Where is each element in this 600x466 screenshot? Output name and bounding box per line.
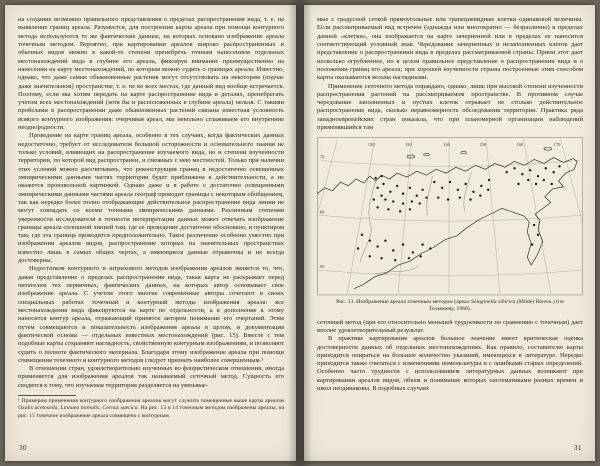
lon-label: 140 <box>443 142 450 148</box>
species-name: Selaginella sibirica <box>471 298 516 305</box>
right-page <box>304 5 595 461</box>
caption-text: (Milde) Hieron.) (по Толмачеву, 1960). <box>428 298 564 313</box>
graticule <box>317 139 583 294</box>
species-name: Oxalis acetosella <box>18 405 58 412</box>
lat-label: 70 <box>319 154 325 160</box>
paragraph: мые с градусной сеткой прямоугольные или трапециевидные клетки одинаковой величины. Если рассматриваемый вид встречен (однажды или многократно — безразлично) в пределах данной «клетки», она изображается на карте зачерненной или в пределах ее наносится соответствующий условный знак. Чередование зачерненных и незаполненных клеток дает представление о распространении вида в пределах рассматриваемой страны. Прием этот дает несколько огрубленное, но в целом правильное представление о распространении вида и о положении границ его ареала; при хорошей изученности страны построенные этим способом карты оказываются весьма наглядными. <box>317 16 583 82</box>
paragraph: Недостатком контурного и штрихового методов изображения ареалов является то, что, давая представление о пределах распространения вида, такая карта не раскрывает перед читателем тех первичных, фактических данных, на которых автор основывает свое изображение ареала. С учетом этого многие современные авторы сочетают в своих специальных работах точечный и контурный методы изображения ареала: все местонахождения вида фиксируются на карте по отдельности, а в дополнение к этому наносится контур ареала, отражающий принятое автором понимание его очертаний. Этим путем совмещаются и показательность изображения ареала в целом, и документация фактической основы — отдельных известных местонахождений (рис. 15). Вместе с тем подобные карты сохраняют наглядность, свойственную контурным изображениям, и позволяют судить о полноте фактического материала. Благодаря этому изображение ареала при помощи совмещения точечного и контурного методов следует признать наиболее совершенным.¹ <box>18 265 284 364</box>
lon-label: 170 <box>553 142 561 148</box>
lon-label: 120 <box>367 142 375 148</box>
caption-text: Рис. 13. Изображение ареала точечным методом (ареал <box>336 298 471 305</box>
islands <box>407 148 552 159</box>
footnote-part: , <box>57 405 61 412</box>
footnote-part: . На рис. 13 и 14 точечным методом изображены ареалы; на рис. 15 точечное изображение ареала совмещено с контурным. <box>18 405 285 419</box>
lon-label: 130 <box>405 142 412 148</box>
right-page-bottom-text <box>317 319 583 394</box>
paragraph: на создание возможно правильного представления о пределах распространения вида, т. е. на выявление границ ареала. Разумеется, для построения карты ареала при помощи контурного метода используются те же фактические данные, на которых основано изображение ареала точечным методом. Вероятно, при картировании ареалов широко распространенных и обычных видов можно в какой-то степени пренебречь точным нанесением отдельных местонахождений вида в глубине его ареала, фиксируя внимание преимущественно на нанесении на карту местонахождений, по которым можно судить о границах ареала. Известно, однако, что даже самые обыкновенные растения могут отсутствовать на некотором (подчас даже значительном) пространстве, т. е. не во всех местах, где данный вид вообще встречается. Поэтому, если мы хотим передать на карте распространение вида в деталях, пренебрегать учетом всех местонахождений (хотя бы и расположенных в глубине ареала) нельзя. С такими пробелами в распространении даже обыкновенных растений связана известная условность всякого контурного изображения: очерчивая ареал, мы невольно сглаживаем его внутренние неоднородности. <box>18 16 284 132</box>
figure-caption <box>323 299 577 314</box>
map-labels <box>320 142 561 269</box>
range-map-figure <box>317 137 583 295</box>
left-page <box>5 5 296 461</box>
footnote <box>18 395 284 420</box>
paragraph: сеточный метод (при его относительно меньшей трудоемкости по сравнению с точечным) дает вполне удовлетворительный результат. <box>317 318 583 334</box>
page-number-left: 30 <box>19 444 27 452</box>
paragraph: В практике картирования ареалов большое значение имеет критическая оценка достоверности данных об отдельных местонахождениях. Как правило, составителю карты приходится опираться на большое количество указаний, имеющихся в литературе. Нередко приходится также считаться с изменениями номенклатуры и с ошибками старых определений. Особенно часто трудности с использованием литературных данных возникают при картировании ареалов видов, объем и понимание которых систематиками разных времен и школ неодинаковы. В подобных случаях <box>317 335 583 393</box>
map-frame <box>317 138 582 295</box>
lat-label: 60 <box>319 209 325 215</box>
species-name: Cornus suecica <box>102 405 138 412</box>
left-page-text <box>18 16 284 390</box>
right-page-top-text <box>317 16 583 132</box>
species-name: Linnaea borealis <box>60 405 100 412</box>
lat-label: 50 <box>319 264 325 270</box>
footnote-part: ¹ Примером применения контурного изображения ареалов могут служить помещенные выше карты ареалов <box>18 398 284 405</box>
lon-label: 160 <box>516 142 524 148</box>
paragraph: В отношении стран, удовлетворительно изученных во флористическом отношении, иногда применяется для изображения ареалов так называемый сеточный метод. Сущность его сводится к тому, что изучаемая территория разделяется на увязывае- <box>18 365 284 389</box>
paragraph: Проведение на карте границ ареала, особенно в тех случаях, когда фактических данных недостаточно, требует от исследователя большой осторожности и основательного знания не только условий, влияющих на распространение изучаемого вида, но и степени изученности территории, по которой вид распространен, и смежных с нею местностей. Только при наличии этих условий можно рассчитывать, что реконструкция границ в недостаточно освещенных эмпирическими данными частях территории будет приближена к действительности, а не окажется произвольной картинкой. Однако даже и в работе с достаточно освещенными эмпирическими данными частями ареала географ проводит границы с некоторым обобщением, так как нередко более полно отображающие действительное распространение вида линии не могут совпадать со всеми точными эмпирическими данными. Различным степеням уверенности исследователя в точности интерпретации данных может отвечать изображение границы ареала сплошной линией там, где ее проведение достаточно обосновано, и пунктиром там, где эта граница проводится предположительно. Такое различение особенно уместно при изображении ареалов видов, распространение которых на значительных пространствах известно лишь в самых общих чертах, а имеющиеся данные отрывочны и не всегда достоверны. <box>18 132 284 265</box>
lon-label: 150 <box>479 142 487 148</box>
footnote-text <box>18 398 284 420</box>
page-number-right: 31 <box>574 444 582 452</box>
footnote-rule <box>18 395 76 396</box>
footnote-part: , <box>99 405 103 412</box>
paragraph: Применение сеточного метода оправдано, однако, лишь при высокой степени изученности распространения растений на рассматриваемом пространстве. В противном случае чередование заполненных и пустых клеток отражает не столько действительное распространение вида, сколько неравномерность обследования территории. Практика ряда западноевропейских стран показала, что при планомерной организации наблюдений применявшийся там <box>317 82 583 132</box>
range-map <box>317 137 583 295</box>
